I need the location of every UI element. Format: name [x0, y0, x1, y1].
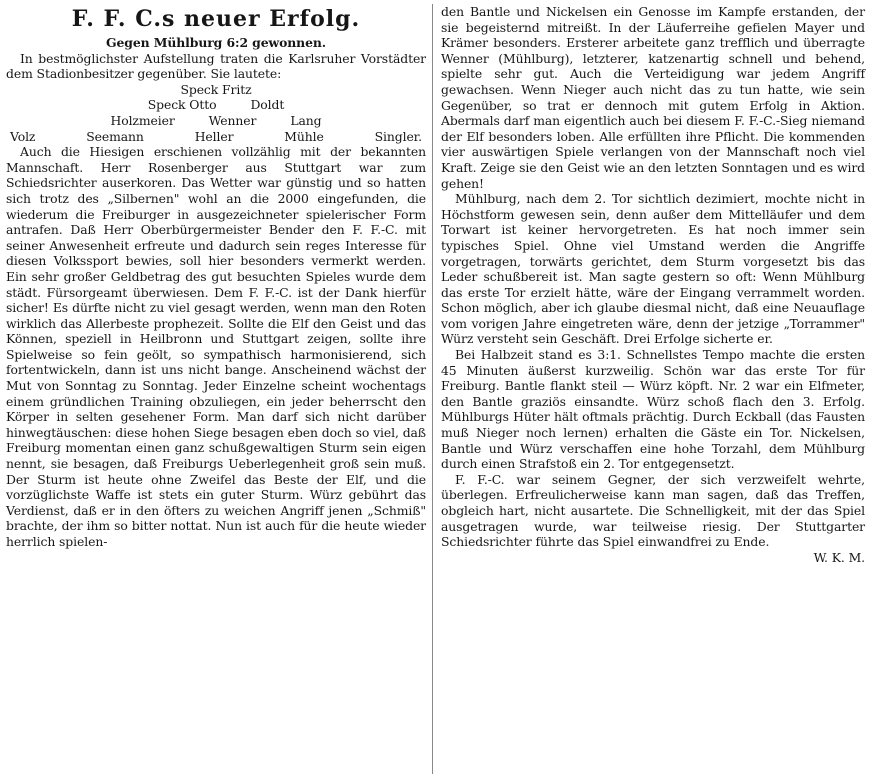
- lineup-player: Lang: [290, 112, 322, 128]
- lineup-player: Mühle: [284, 128, 324, 144]
- column-divider: [432, 4, 433, 774]
- body-paragraph: Auch die Hiesigen erschienen vollzählig mit der bekannten Mannschaft. Herr Rosenberger aus Stuttgart war zum Schiedsrichter auserkoren. Das Wetter war günstig und so hatten sich trotz des „Silbernen" wohl an die 2000 eingefunden, die wiederum die Freiburger in ausgezeichneter spielerischer Form antrafen. Daß Herr Oberbürgermeister Bender den F. F.-C. mit seiner Anwesenheit erfreute und dadurch sein reges Interesse für diesen Volkssport bewies, soll hier besonders vermerkt werden. Ein sehr großer Geldbetrag des gut besuchten Spieles wurde dem städt. Fürsorgeamt überwiesen. Dem F. F.-C. ist der Dank hierfür sicher! Es dürfte nicht zu viel gesagt werden, wenn man den Roten wirklich das Allerbeste prophezeit. Sollte die Elf den Geist und das Können, speziell in Heilbronn und Stuttgart zeigen, sollte ihre Spielweise so fein geölt, so sympathisch harmonisierend, sich fortentwickeln, dann ist uns nicht bange. Anscheinend wächst der Mut von Sonntag zu Sonntag. Jeder Einzelne scheint wochentags einem gründlichen Training obzuliegen, ein jeder beherrscht den Körper in selten gesehener Form. Man darf sich nicht darüber hinwegtäuschen: diese hohen Siege besagen eben doch so viel, daß Freiburg momentan einen ganz schußgewaltigen Sturm sein eigen nennt, sie besagen, daß Freiburgs Ueberlegenheit groß sein muß. Der Sturm ist heute ohne Zweifel das Beste der Elf, und die vorzüglichste Waffe ist stets ein guter Sturm. Würz gebührt das Verdienst, daß er in den öfters zu weichen Angriff jenen „Schmiß" brachte, der ihm so bitter nottat. Nun ist auch für die heute wieder herrlich spielen-: [6, 144, 426, 549]
- lineup-player: Speck Fritz: [180, 81, 252, 97]
- lineup-player: Seemann: [86, 128, 144, 144]
- right-column: [441, 4, 865, 565]
- lineup-player: Singler.: [374, 128, 422, 144]
- body-paragraph: Bei Halbzeit stand es 3:1. Schnellstes Tempo machte die ersten 45 Minuten äußerst kurzweilig. Schön war das erste Tor für Freiburg. Bantle flankt steil — Würz köpft. Nr. 2 war ein Elfmeter, den Bantle graziös einsandte. Würz schoß flach den 3. Erfolg. Mühlburgs Hüter hält oftmals prächtig. Durch Eckball (das Fausten muß Nieger noch lernen) erhalten die Gäste ein Tor. Nickelsen, Bantle und Würz verschaffen eine hohe Torzahl, dem Mühlburg durch einen Strafstoß ein 2. Tor entgegensetzt.: [441, 347, 865, 472]
- lineup-goalkeeper: [6, 82, 426, 98]
- article-title: F. F. C.s neuer Erfolg.: [71, 6, 361, 32]
- lineup-player: Heller: [194, 128, 234, 144]
- team-lineup: [6, 82, 426, 144]
- lineup-forwards: [6, 129, 426, 145]
- lineup-player: Doldt: [250, 97, 285, 113]
- body-paragraph: F. F.-C. war seinem Gegner, der sich verzweifelt wehrte, überlegen. Erfreulicherweise kann man sagen, daß das Treffen, obgleich hart, nicht ausartete. Die Schnelligkeit, mit der das Spiel ausgetragen wurde, war teilweise riesig. Der Stuttgarter Schiedsrichter führte das Spiel einwandfrei zu Ende.: [441, 471, 865, 550]
- article-subtitle: Gegen Mühlburg 6:2 gewonnen.: [106, 35, 326, 50]
- lineup-halfbacks: [6, 113, 426, 129]
- body-paragraph: den Bantle und Nickelsen ein Genosse im Kampfe erstanden, der sie begeisternd mitreißt. In der Läuferreihe gefielen Mayer und Krämer besonders. Ersterer arbeitete ganz trefflich und überragte Wenner (Mühlburg), letzterer, katzenartig schnell und behend, spielte sehr gut. Auch die Verteidigung war jedem Angriff gewachsen. Wenn Nieger auch nicht das zu tun hatte, wie sein Gegenüber, so trat er dennoch mit gutem Erfolg in Aktion. Abermals darf man eigentlich auch bei diesem F. F.-C.-Sieg niemand der Elf besonders loben. Alle erfüllten ihre Pflicht. Die kommenden vier auswärtigen Spiele verlangen von der Mannschaft noch viel Kraft. Zeige sie den Geist wie an den letzten Sonntagen und es wird gehen!: [441, 4, 865, 191]
- body-paragraph: Mühlburg, nach dem 2. Tor sichtlich dezimiert, mochte nicht in Höchstform gewesen sein, denn außer dem Mittelläufer und dem Torwart ist keiner hervorgetreten. Es hat noch immer sein typisches Spiel. Ohne viel Umstand werden die Angriffe vorgetragen, torwärts gerichtet, dem Sturm vorgesetzt bis das Leder schußbereit ist. Man sagte gestern so oft: Wenn Mühlburg das erste Tor erzielt hätte, wäre der Eingang verrammelt worden. Schon möglich, aber ich glaube diesmal nicht, daß eine Neuauflage vom vorigen Jahre eingetreten wäre, denn der jetzige „Torrammer" Würz versteht sein Geschäft. Drei Erfolge sicherte er.: [441, 191, 865, 347]
- lineup-player: Wenner: [208, 112, 257, 128]
- left-column: [6, 4, 426, 550]
- lineup-player: Volz: [10, 128, 36, 144]
- lineup-player: Speck Otto: [147, 97, 217, 113]
- lineup-backs: [6, 97, 426, 113]
- author-signature: W. K. M.: [813, 549, 865, 565]
- intro-paragraph: In bestmöglichster Aufstellung traten die Karlsruher Vorstädter dem Stadionbesitzer gegenüber. Sie lautete:: [6, 50, 426, 82]
- lineup-player: Holzmeier: [110, 112, 175, 128]
